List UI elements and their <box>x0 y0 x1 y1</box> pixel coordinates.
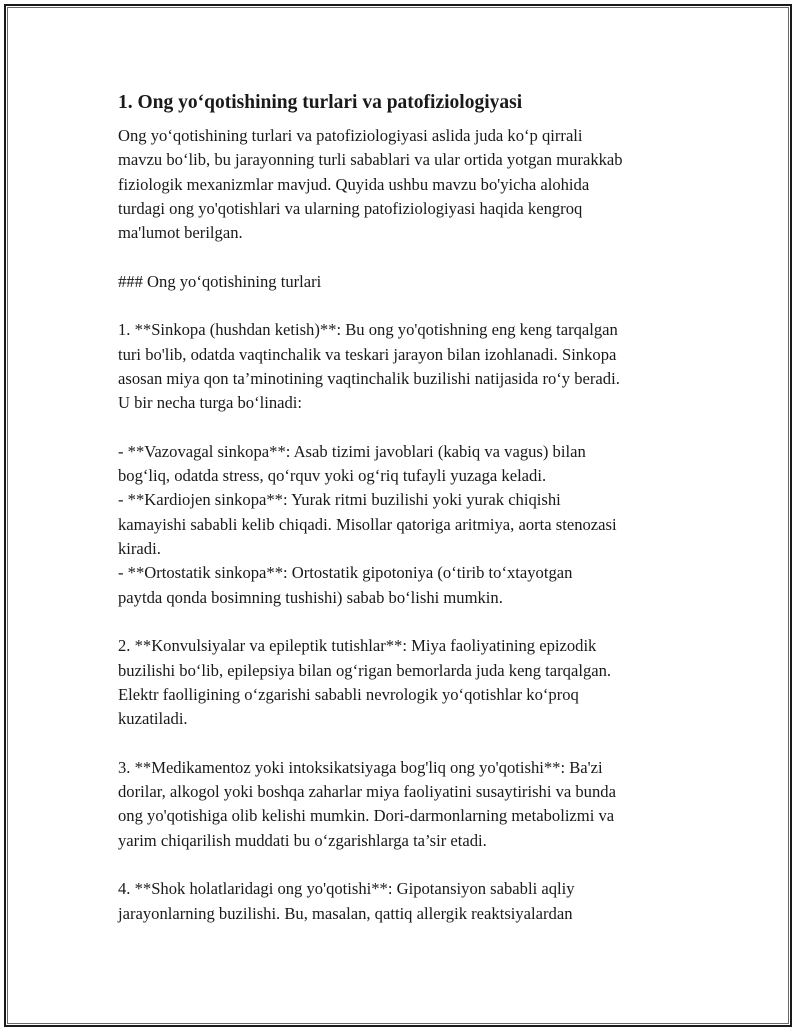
section-heading: 1. Ong yo‘qotishining turlari va patofiziologiyasi <box>118 92 523 113</box>
intro-paragraph: Ong yo‘qotishining turlari va patofiziologiyasi aslida juda ko‘p qirrali mavzu bo‘lib, bu jarayonning turli sabablari va ular ortida yotgan murakkab fiziologik mexanizmlar mavjud. Quyida ushbu mavzu bo'yicha alohida turdagi ong yo'qotishlari va ularning patofiziologiyasi haqida kengroq ma'lumot berilgan. <box>118 126 623 243</box>
paragraph-spacer <box>118 610 678 634</box>
document-body <box>118 90 678 926</box>
paragraph-spacer <box>118 853 678 877</box>
subheading-line: ### Ong yo‘qotishining turlari <box>118 271 322 291</box>
paragraph-spacer <box>118 416 678 440</box>
list-item-shok: 4. **Shok holatlaridagi ong yo'qotishi**: Gipotansiyon sababli aqliy jarayonlarning buzilishi. Bu, masalan, qattiq allergik reaktsiyalardan <box>118 879 575 923</box>
paragraph-spacer <box>118 731 678 755</box>
sinkopa-subtypes: - **Vazovagal sinkopa**: Asab tizimi javoblari (kabiq va vagus) bilan bog‘liq, odatda stress, qo‘rquv yoki og‘riq tufayli yuzaga keladi. - **Kardiojen sinkopa**: Yurak ritmi buzilishi yoki yurak chiqishi kamayishi sababli kelib chiqadi. Misollar qatoriga aritmiya, aorta stenozasi kiradi. - **Ortostatik sinkopa**: Ortostatik gipotoniya (o‘tirib to‘xtayotgan paytda qonda bosimning tushishi) sabab bo‘lishi mumkin. <box>118 441 617 607</box>
list-item-konvulsiyalar: 2. **Konvulsiyalar va epileptik tutishlar**: Miya faoliyatining epizodik buzilishi bo‘lib, epilepsiya bilan og‘rigan bemorlarda juda keng tarqalgan. Elektr faolligining o‘zgarishi sababli nevrologik yo‘qotishlar ko‘proq kuzatiladi. <box>118 636 612 729</box>
list-item-medikamentoz: 3. **Medikamentoz yoki intoksikatsiyaga bog'liq ong yo'qotishi**: Ba'zi dorilar, alkogol yoki boshqa zaharlar miya faoliyatini susaytirishi va bunda ong yo'qotishiga olib kelishi mumkin. Dori-darmonlarning metabolizmi va yarim chiqarilish muddati bu o‘zgarishlarga ta’sir etadi. <box>118 757 616 850</box>
list-item-sinkopa: 1. **Sinkopa (hushdan ketish)**: Bu ong yo'qotishning eng keng tarqalgan turi bo'lib, odatda vaqtinchalik va teskari jarayon bilan izohlanadi. Sinkopa asosan miya qon ta’minotining vaqtinchalik buzilishi natijasida ro‘y beradi. U bir necha turga bo‘linadi: <box>118 320 620 413</box>
paragraph-spacer <box>118 245 678 269</box>
paragraph-spacer <box>118 294 678 318</box>
